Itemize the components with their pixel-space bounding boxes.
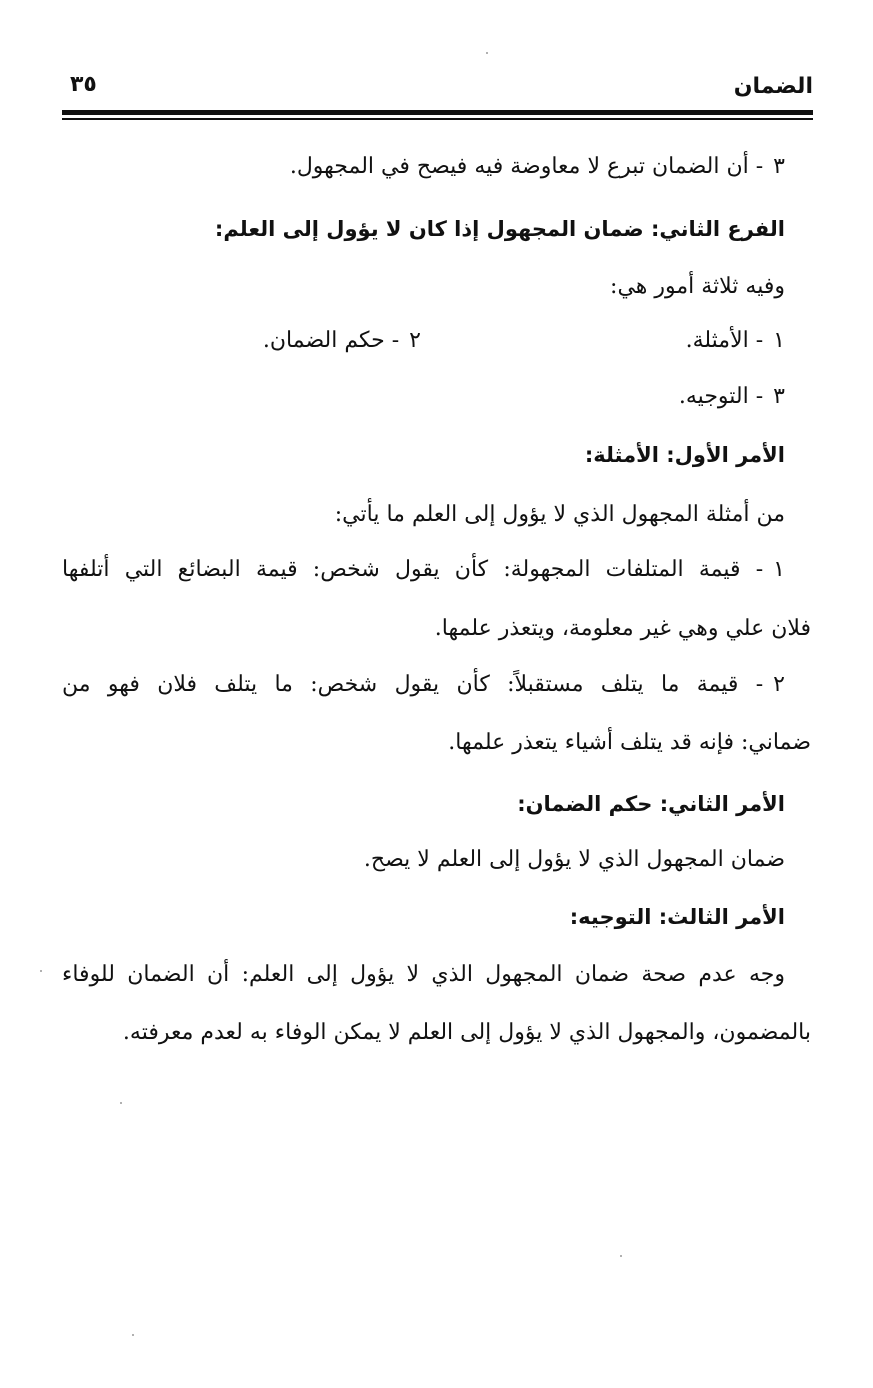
example-2-line-1	[62, 668, 785, 702]
branch-heading: الفرع الثاني: ضمان المجهول إذا كان لا يؤول إلى العلم:	[214, 217, 785, 241]
reason-text: - أن الضمان تبرع لا معاوضة فيه فيصح في المجهول.	[289, 154, 764, 179]
scan-speck	[120, 1102, 122, 1104]
page-header	[62, 68, 813, 108]
example-number: ٢	[773, 672, 785, 697]
header-rule-thick	[62, 110, 813, 115]
scan-speck	[40, 970, 42, 972]
example-text: - قيمة ما يتلف مستقبلاً: كأن يقول شخص: ما يتلف فلان فهو من	[62, 672, 764, 697]
intro-line: وفيه ثلاثة أمور هي:	[610, 274, 785, 299]
example-1-line-2: فلان علي وهي غير معلومة، ويتعذر علمها.	[434, 616, 811, 641]
example-text: - قيمة المتلفات المجهولة: كأن يقول شخص: قيمة البضائع التي أتلفها	[62, 557, 764, 582]
reason-number: ٣	[773, 154, 785, 179]
list-item-text: - حكم الضمان.	[262, 328, 400, 353]
list-item-ruling	[263, 324, 421, 358]
list-item-number: ٢	[409, 328, 421, 353]
example-1-line-1	[62, 553, 785, 587]
list-item-number: ١	[773, 328, 785, 353]
scan-speck	[486, 52, 488, 54]
list-item-text: - الأمثلة.	[685, 328, 764, 353]
justification-line-1: وجه عدم صحة ضمان المجهول الذي لا يؤول إلى العلم: أن الضمان للوفاء	[62, 962, 785, 987]
list-item-number: ٣	[773, 384, 785, 409]
scan-speck	[620, 1255, 622, 1257]
third-matter-heading: الأمر الثالث: التوجيه:	[569, 905, 785, 929]
list-item-text: - التوجيه.	[678, 384, 764, 409]
list-item-justification	[679, 380, 785, 414]
reason-line-3	[290, 150, 785, 184]
scan-speck	[132, 1334, 134, 1336]
list-item-examples	[686, 324, 785, 358]
example-2-line-2: ضماني: فإنه قد يتلف أشياء يتعذر علمها.	[448, 730, 811, 755]
first-matter-heading: الأمر الأول: الأمثلة:	[584, 443, 785, 467]
running-title: الضمان	[733, 74, 813, 99]
header-rule-thin	[62, 118, 813, 120]
justification-line-2: بالمضمون، والمجهول الذي لا يؤول إلى العلم لا يمكن الوفاء به لعدم معرفته.	[122, 1020, 811, 1045]
page-number: ٣٥	[70, 72, 97, 97]
second-matter-heading: الأمر الثاني: حكم الضمان:	[517, 792, 785, 816]
examples-intro: من أمثلة المجهول الذي لا يؤول إلى العلم ما يأتي:	[334, 502, 785, 527]
ruling-text: ضمان المجهول الذي لا يؤول إلى العلم لا يصح.	[363, 847, 785, 872]
example-number: ١	[773, 557, 785, 582]
